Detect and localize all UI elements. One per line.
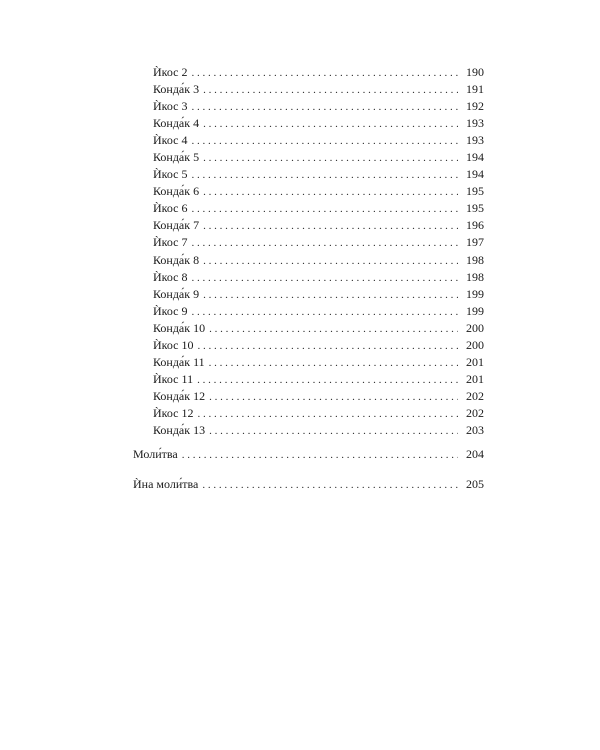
toc-entry-page: 198 [466,252,484,267]
toc-entry-page: 198 [466,269,484,284]
toc-entry-title: Конда́к 11 [153,354,205,369]
toc-entry-title: Ѝкос 12 [153,405,194,420]
toc-leader-dots [197,372,458,389]
toc-entry-page: 205 [466,477,484,491]
toc-subentry-row [153,81,484,98]
toc-entry-title: Конда́к 4 [153,116,200,131]
toc-leader-dots [203,82,458,99]
toc-entry-page: 199 [466,303,484,318]
toc-leader-dots [192,167,458,184]
toc-leader-dots [203,184,458,201]
toc-entry-title: Моли́тва [133,447,178,461]
toc-subentry-row [153,183,484,200]
toc-entry-title: Ѝкос 3 [153,99,188,114]
toc-entry-page: 201 [466,371,484,386]
toc-subentry-row [153,166,484,183]
toc-entry-page: 197 [466,235,484,250]
toc-entry-page: 192 [466,99,484,114]
toc-leader-dots [192,65,458,82]
toc-entry-title: Конда́к 12 [153,388,206,403]
toc-entry-title: Конда́к 8 [153,252,200,267]
toc-subentry-row [153,149,484,166]
toc-leader-dots [209,321,458,338]
toc-entry-title: Конда́к 10 [153,320,206,335]
toc-entry-page: 190 [466,65,484,79]
toc-entry-title: Конда́к 13 [153,422,206,437]
toc-entry-page: 202 [466,405,484,420]
toc-entry-title: Ѝкос 10 [153,337,194,352]
toc-entry-page: 196 [466,218,484,233]
toc-entry-another-prayer [133,476,484,493]
toc-entry-title: Ѝкос 4 [153,133,188,148]
toc-entry-title: Ѝкос 9 [153,303,188,318]
toc-subentry-row [153,269,484,286]
toc-entry-page: 203 [466,422,484,437]
toc-entry-page: 202 [466,388,484,403]
toc-entry-title: Ѝкос 8 [153,269,188,284]
toc-leader-dots [192,235,458,252]
toc-leader-dots [192,304,458,321]
toc-subentry-row [153,64,484,81]
toc-entry-title: Конда́к 9 [153,286,200,301]
toc-subentry-row [153,354,484,371]
toc-leader-dots [203,150,458,167]
toc-subentry-row [153,217,484,234]
toc-entry-page: 193 [466,133,484,148]
toc-leader-dots [203,218,458,235]
toc-entry-page: 194 [466,167,484,182]
toc-subentry-row [153,422,484,439]
toc-leader-dots [192,201,458,218]
toc-leader-dots [198,338,458,355]
toc-entry-page: 194 [466,150,484,165]
toc-subentry-row [153,337,484,354]
toc-entry-title: Ѝкос 11 [153,371,194,386]
toc-entry-page: 200 [466,320,484,335]
toc-entry-page: 200 [466,337,484,352]
toc-entry-page: 195 [466,201,484,216]
toc-subentry-row [153,388,484,405]
toc-leader-dots [209,355,458,372]
toc-leader-dots [192,270,458,287]
toc-entry-title: Ѝна моли́тва [133,477,199,491]
toc-entry-page: 204 [466,447,484,461]
toc-entry-title: Конда́к 6 [153,184,200,199]
toc-leader-dots [203,287,458,304]
toc-subentry-row [153,115,484,132]
toc-entry-title: Конда́к 3 [153,82,200,97]
toc-subentry-row [153,252,484,269]
toc-leader-dots [192,133,458,150]
toc-entry-prayer [133,446,484,463]
toc-subentry-row [153,234,484,251]
toc-entry-page: 195 [466,184,484,199]
toc-subentry-row [153,405,484,422]
toc-subentry-row [153,286,484,303]
toc-entry-page: 191 [466,82,484,97]
toc-entry-title: Конда́к 7 [153,218,200,233]
toc-subentry-row [153,371,484,388]
toc-entry-title: Конда́к 5 [153,150,200,165]
toc-entry-title: Ѝкос 5 [153,167,188,182]
toc-entry-title: Ѝкос 7 [153,235,188,250]
toc-entry-page: 199 [466,286,484,301]
toc-entry-title: Ѝкос 6 [153,201,188,216]
toc-subentry-row [153,132,484,149]
toc-leader-dots [192,99,458,116]
toc-leader-dots [198,406,458,423]
toc-leader-dots [182,447,458,464]
toc-leader-dots [209,423,458,440]
toc-subentry-row [153,98,484,115]
toc-leader-dots [203,253,458,270]
toc-subentry-row [153,200,484,217]
toc-entry-title: Ѝкос 2 [153,65,188,79]
toc-subentry-row [153,320,484,337]
toc-entry-page: 193 [466,116,484,131]
toc-subentry-row [153,303,484,320]
toc-entry-page: 201 [466,354,484,369]
toc-leader-dots [203,116,458,133]
toc-leader-dots [202,477,458,494]
toc-leader-dots [209,389,458,406]
toc-subentries [153,64,484,439]
